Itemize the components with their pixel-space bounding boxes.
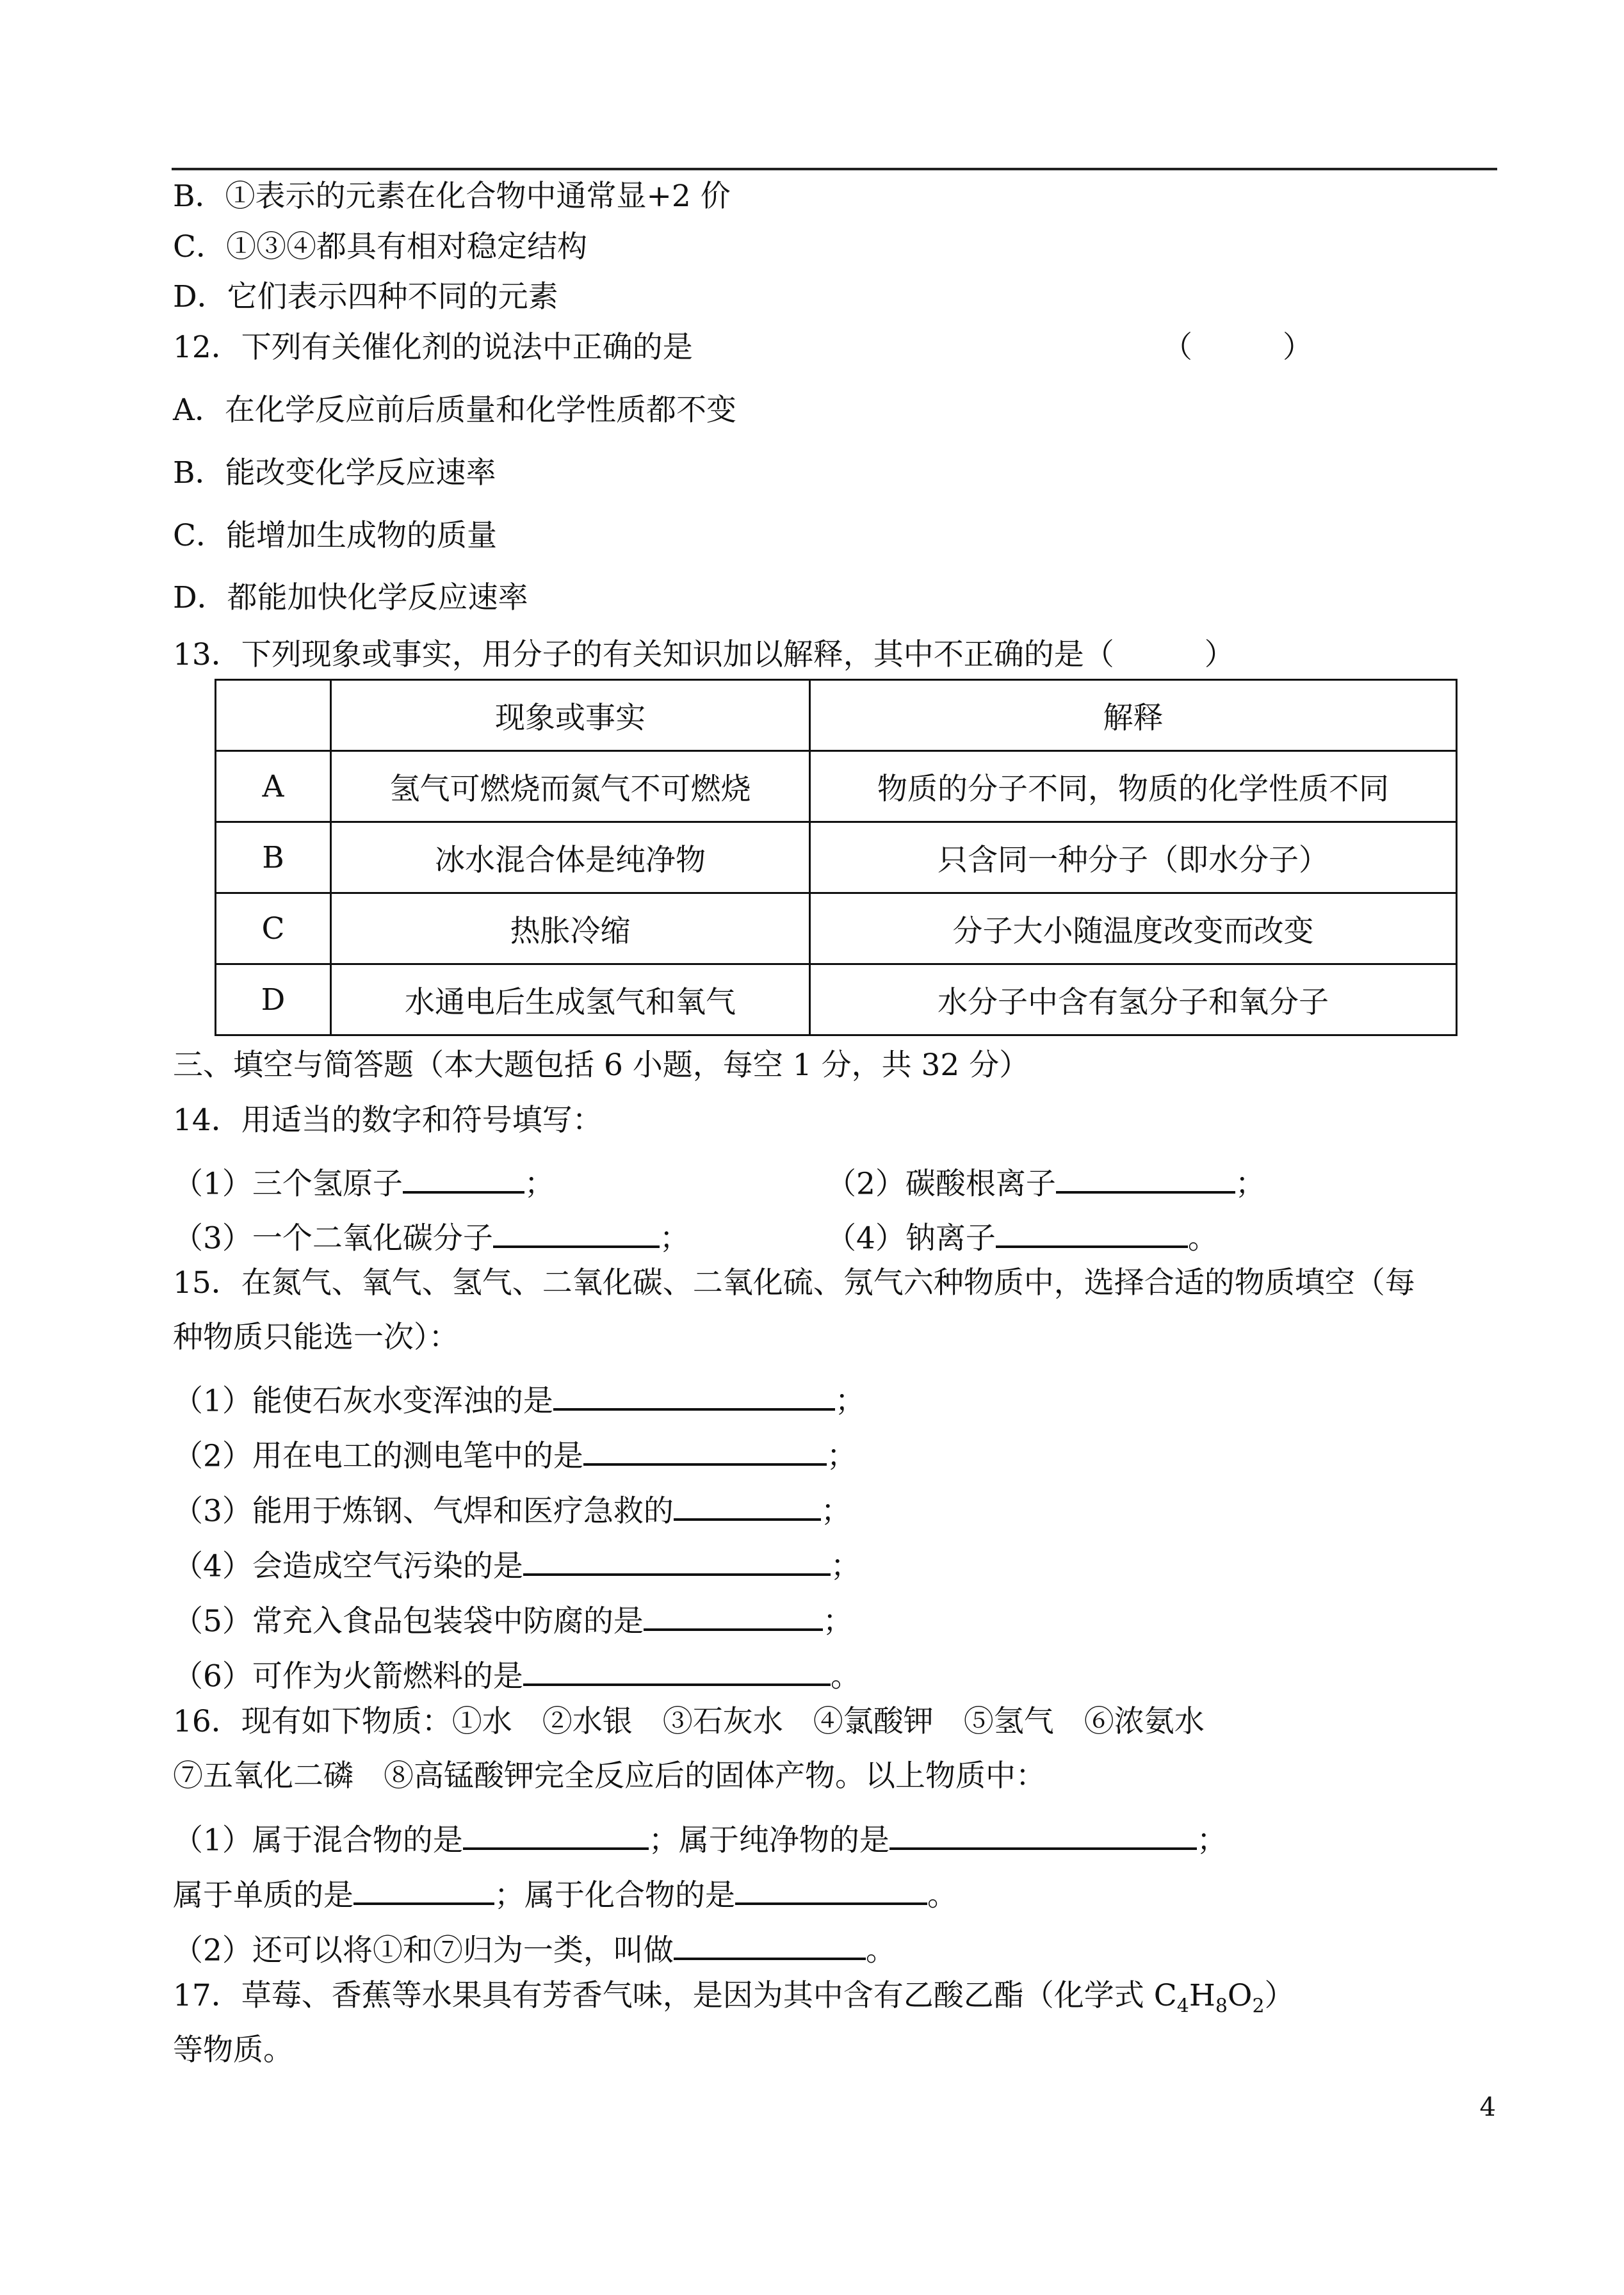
table-cell-phenomenon: 水通电后生成氢气和氧气	[331, 964, 810, 1035]
q14-part-1-label: （1）三个氢原子	[173, 1166, 403, 1202]
table-cell-explanation: 分子大小随温度改变而改变	[810, 893, 1457, 964]
answer-blank[interactable]	[523, 1652, 831, 1686]
semicolon: ；	[1196, 1822, 1227, 1858]
answer-blank[interactable]	[353, 1871, 494, 1905]
q16-element-label: 属于单质的是	[173, 1877, 353, 1913]
semicolon: ；	[524, 1166, 555, 1202]
q14-part-3-label: （3）一个二氧化碳分子	[173, 1220, 493, 1256]
q15-item-4	[173, 1542, 861, 1584]
semicolon: ；	[659, 1220, 690, 1256]
q12-answer-paren: （ ）	[1162, 330, 1313, 365]
answer-blank[interactable]	[463, 1816, 649, 1850]
table-cell-explanation: 水分子中含有氢分子和氧分子	[810, 964, 1457, 1035]
table-cell-phenomenon: 热胀冷缩	[331, 893, 810, 964]
section-heading: 三、填空与简答题（本大题包括 6 小题，每空 1 分，共 32 分）	[173, 1048, 1030, 1083]
q17-stem-line1	[173, 1978, 1295, 2018]
q17-text: 17．草莓、香蕉等水果具有芳香气味，是因为其中含有乙酸乙酯（化学式 C	[173, 1978, 1177, 2013]
q16-compound-label: ；属于化合物的是	[494, 1877, 735, 1913]
q14-part-4	[826, 1214, 1218, 1256]
q15-item-6	[173, 1652, 861, 1694]
q13-table	[215, 679, 1458, 1036]
q15-item-label: （6）可作为火箭燃料的是	[173, 1658, 523, 1694]
q15-stem-line1: 15．在氮气、氧气、氢气、二氧化碳、二氧化硫、氖气六种物质中，选择合适的物质填空（每	[173, 1265, 1415, 1301]
table-cell-explanation: 物质的分子不同，物质的化学性质不同	[810, 751, 1457, 822]
answer-blank[interactable]	[674, 1487, 821, 1521]
q15-item-2	[173, 1432, 857, 1474]
table-row	[216, 751, 1457, 822]
table-row	[216, 964, 1457, 1035]
table-row	[216, 893, 1457, 964]
answer-blank[interactable]	[583, 1432, 827, 1466]
table-cell-phenomenon: 氢气可燃烧而氮气不可燃烧	[331, 751, 810, 822]
q14-part-2	[826, 1160, 1265, 1202]
closing-paren: ）	[1264, 1978, 1295, 2013]
semicolon: ；	[820, 1493, 851, 1529]
q14-part-4-label: （4）钠离子	[826, 1220, 996, 1256]
q15-item-label: （2）用在电工的测电笔中的是	[173, 1438, 583, 1474]
q14-part-1	[173, 1160, 555, 1202]
semicolon: ；	[834, 1383, 865, 1419]
q16-stem-line1: 16．现有如下物质：①水 ②水银 ③石灰水 ④氯酸钾 ⑤氢气 ⑥浓氨水	[173, 1704, 1205, 1739]
table-cell-explanation: 只含同一种分子（即水分子）	[810, 822, 1457, 893]
table-header-row	[216, 680, 1457, 751]
table-row	[216, 822, 1457, 893]
answer-blank[interactable]	[403, 1160, 524, 1194]
q11-option-d: D．它们表示四种不同的元素	[173, 279, 558, 314]
q16-part-1	[173, 1816, 1227, 1858]
table-cell-label: A	[216, 751, 331, 822]
page-number: 4	[1479, 2093, 1496, 2122]
q12-stem: 12．下列有关催化剂的说法中正确的是	[173, 330, 693, 365]
q14-part-3	[173, 1214, 690, 1256]
period: 。	[927, 1877, 957, 1913]
q15-item-3	[173, 1487, 851, 1529]
formula-element: H	[1189, 1978, 1215, 2013]
q15-item-label: （1）能使石灰水变浑浊的是	[173, 1383, 553, 1419]
q14-part-2-label: （2）碳酸根离子	[826, 1166, 1056, 1202]
q12-option-b: B．能改变化学反应速率	[173, 455, 496, 491]
q16-mixture-label: （1）属于混合物的是	[173, 1822, 463, 1858]
answer-blank[interactable]	[523, 1542, 831, 1576]
q16-pure-label: ；属于纯净物的是	[648, 1822, 889, 1858]
formula-subscript: 2	[1252, 1995, 1265, 2018]
q12-option-c: C．能增加生成物的质量	[173, 518, 497, 553]
answer-blank[interactable]	[553, 1377, 835, 1411]
semicolon: ；	[1235, 1166, 1265, 1202]
q11-option-c: C．①③④都具有相对稳定结构	[173, 229, 587, 264]
table-cell-label: C	[216, 893, 331, 964]
q12-option-d: D．都能加快化学反应速率	[173, 580, 528, 615]
period: 。	[1187, 1220, 1218, 1256]
semicolon: ；	[826, 1438, 857, 1474]
table-header-cell: 解释	[810, 680, 1457, 751]
period: 。	[830, 1658, 861, 1694]
q16-category-label: （2）还可以将①和⑦归为一类，叫做	[173, 1933, 674, 1968]
q15-item-5	[173, 1597, 853, 1639]
table-cell-label: D	[216, 964, 331, 1035]
answer-blank[interactable]	[735, 1871, 927, 1905]
semicolon: ；	[822, 1603, 853, 1639]
answer-blank[interactable]	[674, 1926, 866, 1960]
q13-stem: 13．下列现象或事实，用分子的有关知识加以解释，其中不正确的是（ ）	[173, 637, 1235, 672]
formula-element: O	[1227, 1978, 1253, 2013]
header-rule	[172, 168, 1497, 170]
q16-part-1-cont	[173, 1871, 957, 1913]
q15-item-1	[173, 1377, 865, 1419]
q16-part-2	[173, 1926, 896, 1968]
semicolon: ；	[830, 1548, 861, 1584]
formula-subscript: 4	[1176, 1995, 1189, 2018]
answer-blank[interactable]	[996, 1214, 1188, 1248]
period: 。	[865, 1933, 896, 1968]
answer-blank[interactable]	[1056, 1160, 1235, 1194]
table-cell-label: B	[216, 822, 331, 893]
answer-blank[interactable]	[493, 1214, 660, 1248]
table-header-cell: 现象或事实	[331, 680, 810, 751]
q15-item-label: （5）常充入食品包装袋中防腐的是	[173, 1603, 644, 1639]
answer-blank[interactable]	[644, 1597, 823, 1631]
q12-option-a: A．在化学反应前后质量和化学性质都不变	[173, 393, 736, 428]
q11-option-b: B．①表示的元素在化合物中通常显+2 价	[173, 179, 731, 214]
q16-stem-line2: ⑦五氧化二磷 ⑧高锰酸钾完全反应后的固体产物。以上物质中：	[173, 1758, 1046, 1794]
q14-stem: 14．用适当的数字和符号填写：	[173, 1103, 603, 1138]
q15-stem-line2: 种物质只能选一次）：	[173, 1320, 459, 1355]
table-cell-phenomenon: 冰水混合体是纯净物	[331, 822, 810, 893]
q15-item-label: （3）能用于炼钢、气焊和医疗急救的	[173, 1493, 674, 1529]
q17-stem-line2: 等物质。	[173, 2032, 293, 2068]
formula-subscript: 8	[1215, 1995, 1228, 2018]
table-header-cell	[216, 680, 331, 751]
answer-blank[interactable]	[889, 1816, 1197, 1850]
q15-item-label: （4）会造成空气污染的是	[173, 1548, 523, 1584]
